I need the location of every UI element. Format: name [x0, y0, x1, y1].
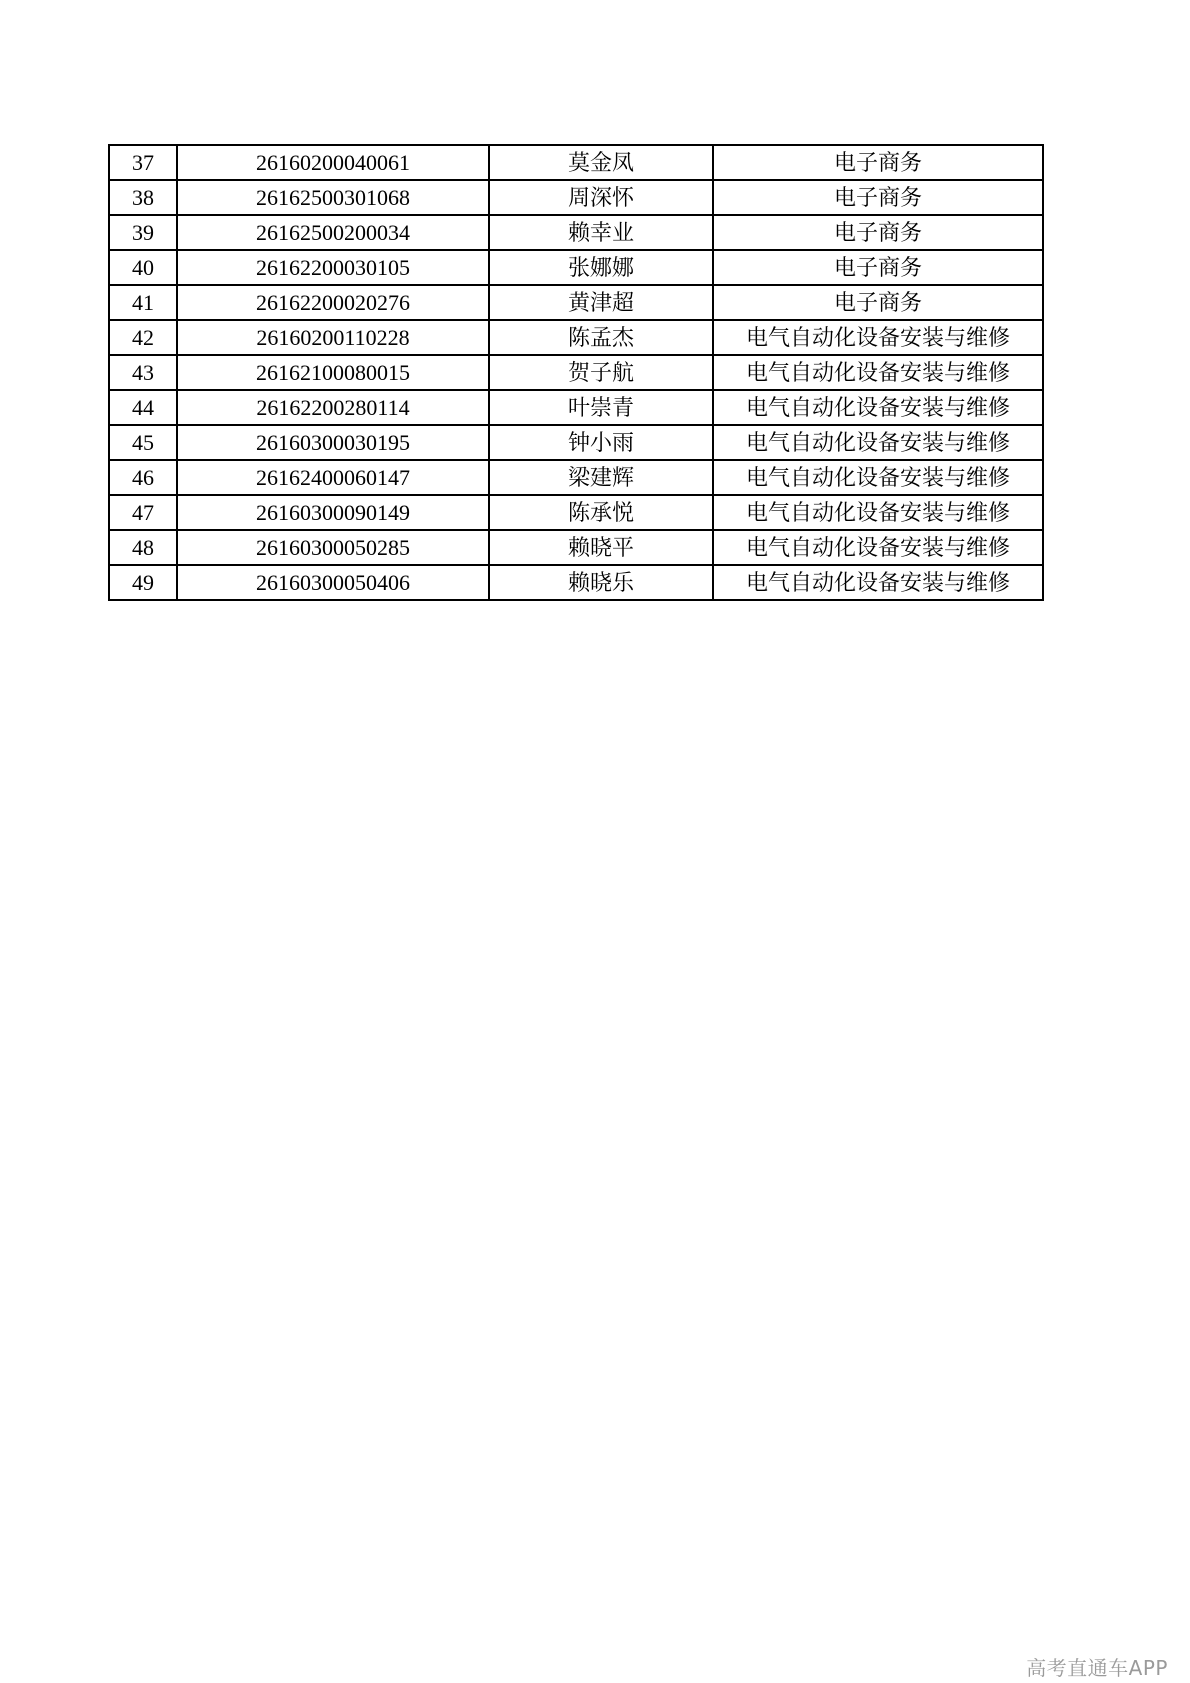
id-cell: 26162200020276 [177, 285, 489, 320]
seq-cell: 41 [109, 285, 177, 320]
table-row [109, 250, 1043, 285]
name-cell: 赖晓平 [489, 530, 713, 565]
seq-cell: 39 [109, 215, 177, 250]
seq-cell: 44 [109, 390, 177, 425]
major-cell: 电子商务 [713, 145, 1043, 180]
major-cell: 电气自动化设备安装与维修 [713, 460, 1043, 495]
major-cell: 电子商务 [713, 215, 1043, 250]
name-cell: 梁建辉 [489, 460, 713, 495]
major-cell: 电气自动化设备安装与维修 [713, 320, 1043, 355]
seq-cell: 37 [109, 145, 177, 180]
major-cell: 电气自动化设备安装与维修 [713, 425, 1043, 460]
name-cell: 钟小雨 [489, 425, 713, 460]
major-cell: 电气自动化设备安装与维修 [713, 390, 1043, 425]
table-row [109, 145, 1043, 180]
table-row [109, 320, 1043, 355]
name-cell: 叶崇青 [489, 390, 713, 425]
student-roster-table [108, 144, 1044, 601]
seq-cell: 40 [109, 250, 177, 285]
id-cell: 26162400060147 [177, 460, 489, 495]
table-row [109, 285, 1043, 320]
table-row [109, 565, 1043, 600]
id-cell: 26160300050285 [177, 530, 489, 565]
seq-cell: 46 [109, 460, 177, 495]
seq-cell: 48 [109, 530, 177, 565]
table-row [109, 460, 1043, 495]
major-cell: 电气自动化设备安装与维修 [713, 355, 1043, 390]
id-cell: 26162200280114 [177, 390, 489, 425]
id-cell: 26162500301068 [177, 180, 489, 215]
id-cell: 26162100080015 [177, 355, 489, 390]
name-cell: 黄津超 [489, 285, 713, 320]
seq-cell: 45 [109, 425, 177, 460]
seq-cell: 47 [109, 495, 177, 530]
name-cell: 周深怀 [489, 180, 713, 215]
table-row [109, 215, 1043, 250]
name-cell: 莫金凤 [489, 145, 713, 180]
seq-cell: 38 [109, 180, 177, 215]
id-cell: 26162500200034 [177, 215, 489, 250]
table-row [109, 180, 1043, 215]
id-cell: 26160300090149 [177, 495, 489, 530]
id-cell: 26160200110228 [177, 320, 489, 355]
major-cell: 电子商务 [713, 250, 1043, 285]
id-cell: 26160300030195 [177, 425, 489, 460]
name-cell: 陈承悦 [489, 495, 713, 530]
watermark-text: 高考直通车APP [1026, 1656, 1168, 1680]
major-cell: 电气自动化设备安装与维修 [713, 565, 1043, 600]
name-cell: 赖幸业 [489, 215, 713, 250]
roster-body [109, 145, 1043, 600]
major-cell: 电子商务 [713, 285, 1043, 320]
table-row [109, 530, 1043, 565]
seq-cell: 42 [109, 320, 177, 355]
name-cell: 贺子航 [489, 355, 713, 390]
id-cell: 26162200030105 [177, 250, 489, 285]
name-cell: 陈孟杰 [489, 320, 713, 355]
table-row [109, 425, 1043, 460]
table-row [109, 495, 1043, 530]
name-cell: 赖晓乐 [489, 565, 713, 600]
major-cell: 电气自动化设备安装与维修 [713, 495, 1043, 530]
seq-cell: 49 [109, 565, 177, 600]
id-cell: 26160300050406 [177, 565, 489, 600]
id-cell: 26160200040061 [177, 145, 489, 180]
seq-cell: 43 [109, 355, 177, 390]
name-cell: 张娜娜 [489, 250, 713, 285]
table-row [109, 355, 1043, 390]
major-cell: 电气自动化设备安装与维修 [713, 530, 1043, 565]
major-cell: 电子商务 [713, 180, 1043, 215]
table-row [109, 390, 1043, 425]
